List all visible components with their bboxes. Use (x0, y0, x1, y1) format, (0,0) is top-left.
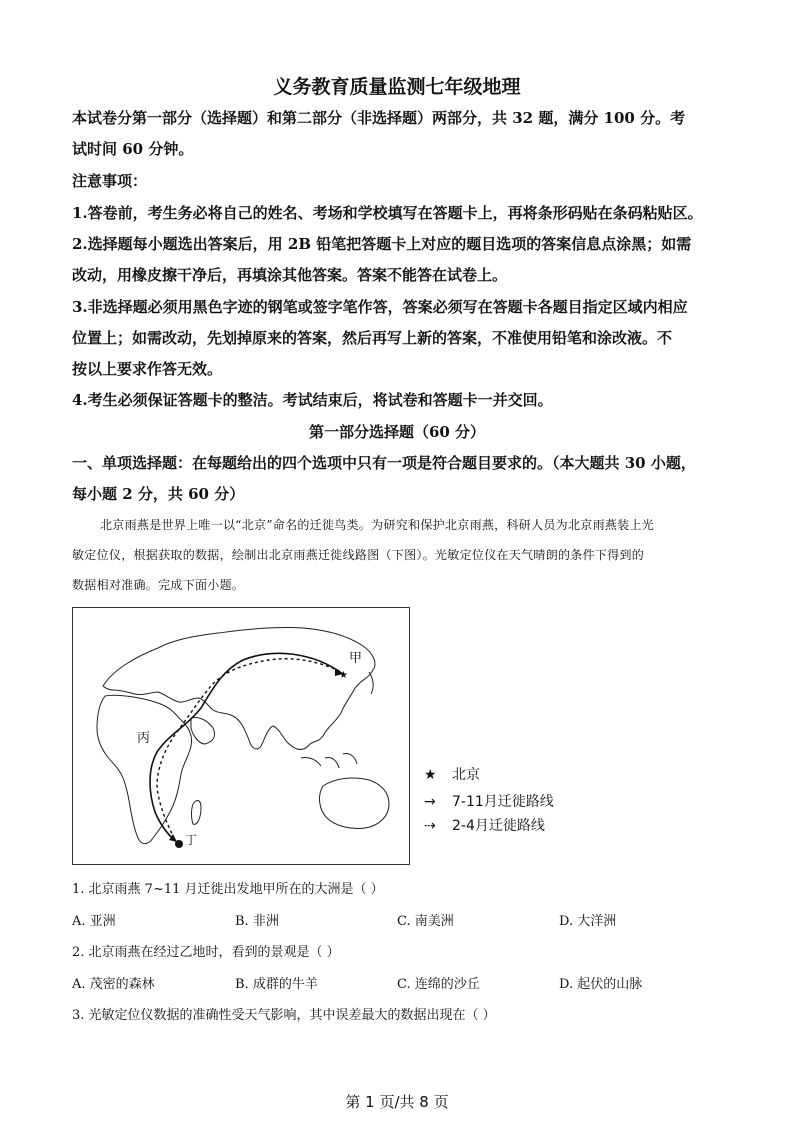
legend-item-feb-apr (424, 815, 545, 835)
question-2-stem: 2. 北京雨燕在经过乙地时，看到的景观是（ ） (72, 945, 340, 960)
world-map-figure (73, 608, 409, 864)
legend-item-beijing (424, 764, 480, 784)
legend-label: 北京 (452, 767, 480, 783)
question-2-option-d[interactable]: D. 起伏的山脉 (559, 977, 643, 992)
label-ding: 丁 (185, 833, 198, 847)
passage-line: 北京雨燕是世界上唯一以“北京”命名的迁徙鸟类。为研究和保护北京雨燕，科研人员为北京雨燕装上光 (100, 518, 655, 532)
route-jul-nov (150, 653, 343, 842)
question-1-option-d[interactable]: D. 大洋洲 (559, 914, 617, 929)
intro-line: 试时间 60 分钟。 (72, 140, 194, 158)
beijing-star-icon: ★ (339, 670, 348, 681)
question-2-option-a[interactable]: A. 茂密的森林 (72, 977, 155, 992)
intro-line: 4.考生必须保证答题卡的整洁。考试结束后，将试卷和答题卡一并交回。 (72, 391, 553, 409)
islands-outline (301, 753, 357, 768)
intro-line: 位置上；如需改动，先划掉原来的答案，然后再写上新的答案，不准使用铅笔和涂改液。不 (72, 329, 673, 347)
page-footer: 第 1 页/共 8 页 (345, 1093, 449, 1111)
question-2-option-c[interactable]: C. 连绵的沙丘 (397, 977, 480, 992)
legend-item-jul-nov (424, 791, 554, 811)
star-icon: ★ (424, 767, 437, 783)
question-1-option-a[interactable]: A. 亚洲 (72, 914, 116, 929)
intro-line: 按以上要求作答无效。 (72, 360, 223, 378)
passage-line: 数据相对准确。完成下面小题。 (72, 578, 245, 592)
intro-line: 3.非选择题必须用黑色字迹的钢笔或签字笔作答，答案必须写在答题卡各题目指定区域内相应 (72, 298, 688, 316)
section-heading: 一、单项选择题：在每题给出的四个选项中只有一项是符合题目要求的。（本大题共 30 小题， (72, 454, 696, 472)
australia-outline (320, 778, 389, 829)
intro-line: 2.选择题每小题选出答案后，用 2B 铅笔把答题卡上对应的题目选项的答案信息点涂黑；如需 (72, 235, 692, 253)
madagascar-outline (192, 801, 202, 825)
route-feb-apr (157, 659, 341, 844)
arabia-outline (191, 717, 215, 744)
dashed-arrow-icon: ⇢ (424, 818, 436, 834)
question-1-option-b[interactable]: B. 非洲 (235, 914, 279, 929)
solid-arrow-icon: → (424, 794, 436, 810)
legend-label: 2-4月迁徙路线 (452, 818, 545, 834)
question-1-option-c[interactable]: C. 南美洲 (397, 914, 454, 929)
label-bing: 丙 (137, 731, 151, 746)
legend-label: 7-11月迁徙路线 (452, 794, 554, 810)
intro-line: 本试卷分第一部分（选择题）和第二部分（非选择题）两部分，共 32 题，满分 100 分。考 (72, 109, 686, 127)
question-3-stem: 3. 光敏定位仪数据的准确性受天气影响，其中误差最大的数据出现在（ ） (72, 1008, 496, 1023)
intro-line: 注意事项： (72, 172, 148, 190)
africa-outline (97, 695, 192, 843)
migration-map (72, 607, 410, 865)
page-title: 义务教育质量监测七年级地理 (273, 76, 521, 98)
passage-line: 敏定位仪，根据获取的数据，绘制出北京雨燕迁徙线路图（下图）。光敏定位仪在天气晴朗的条件下得到的 (72, 548, 645, 562)
intro-line: 改动，用橡皮擦干净后，再填涂其他答案。答案不能答在试卷上。 (72, 266, 508, 284)
section-heading: 每小题 2 分，共 60 分） (72, 485, 245, 503)
question-2-option-b[interactable]: B. 成群的牛羊 (235, 977, 318, 992)
intro-line: 1.答卷前，考生务必将自己的姓名、考场和学校填写在答题卡上，再将条形码贴在条码粘贴区。 (72, 204, 703, 222)
part-heading: 第一部分选择题（60 分） (308, 423, 486, 441)
question-1-stem: 1. 北京雨燕 7~11 月迁徙出发地甲所在的大洲是（ ） (72, 882, 384, 897)
label-jia: 甲 (349, 651, 363, 666)
point-ding (175, 840, 183, 848)
